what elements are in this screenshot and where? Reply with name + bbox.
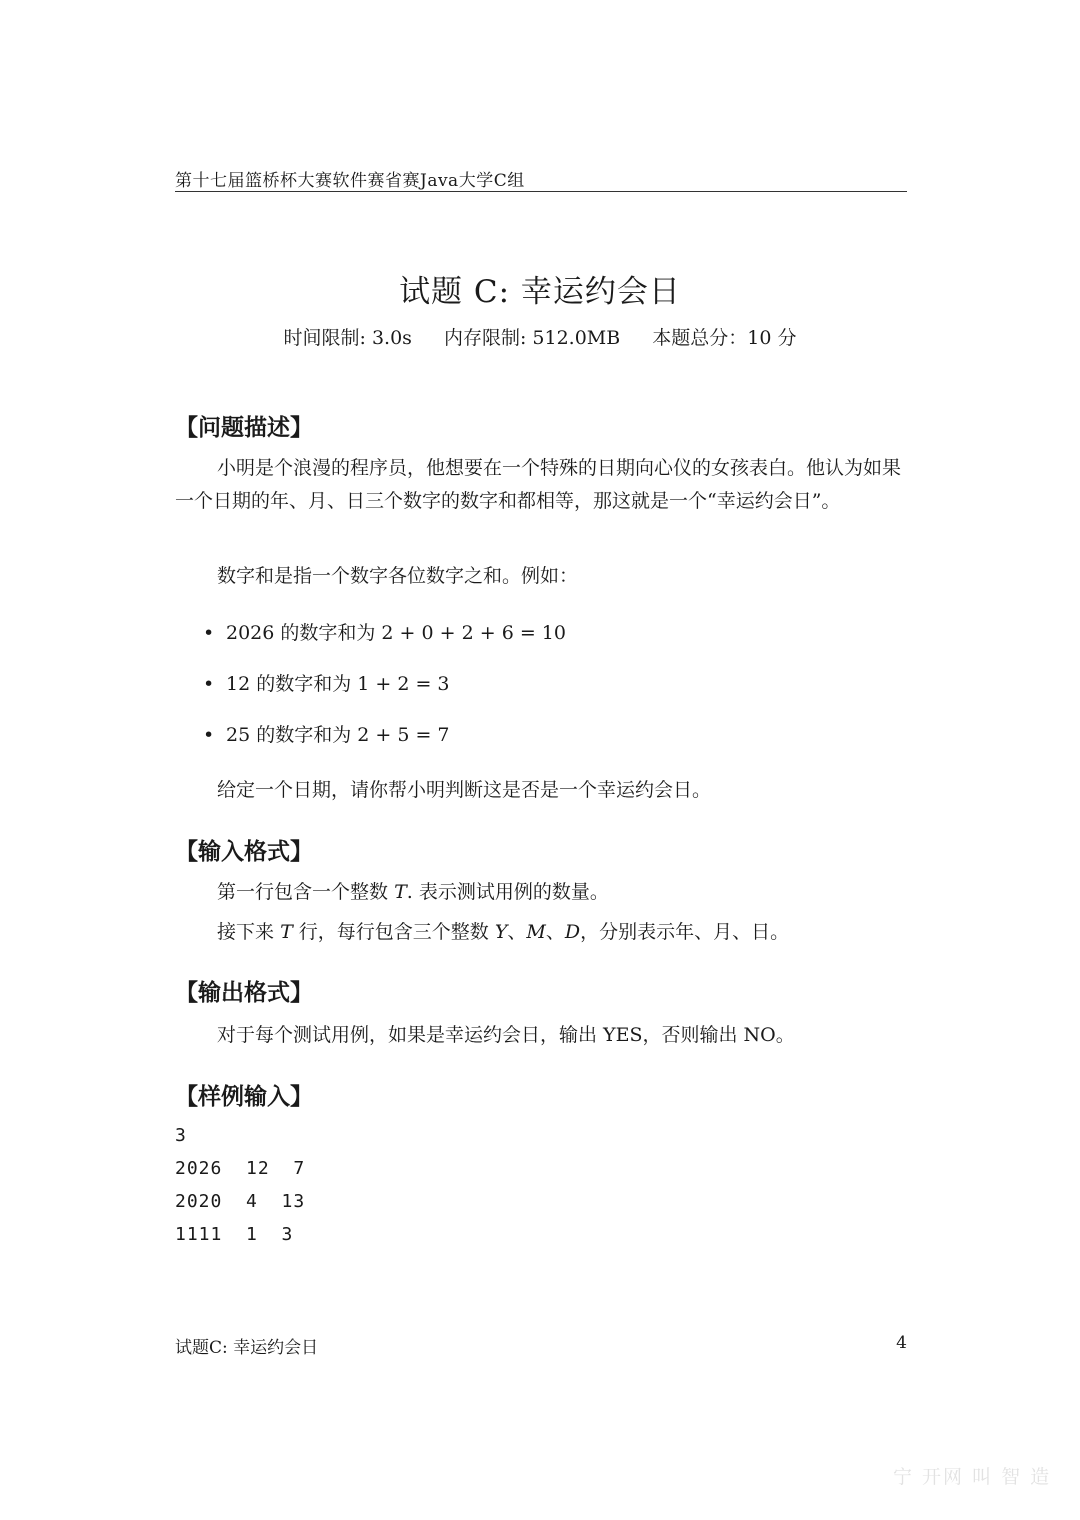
separator: 、 (545, 921, 565, 943)
header-rule (175, 191, 907, 192)
input-text: 接下来 (217, 921, 275, 943)
sample-input-heading: 【样例输入】 (175, 1084, 313, 1110)
variable-t: T (280, 921, 293, 943)
bullet-text: 12 的数字和为 1 + 2 = 3 (226, 673, 450, 695)
description-paragraph-3: 给定一个日期，请你帮小明判断这是否是一个幸运约会日。 (217, 779, 712, 801)
description-heading: 【问题描述】 (175, 415, 313, 441)
page-number: 4 (896, 1333, 907, 1353)
time-limit: 时间限制: 3.0s (283, 327, 412, 349)
total-score: 本题总分：10 分 (652, 327, 797, 349)
input-text: . 表示测试用例的数量。 (406, 881, 609, 903)
input-text: ，分别表示年、月、日。 (580, 921, 790, 943)
memory-limit: 内存限制: 512.0MB (443, 327, 621, 349)
input-format-line-2 (217, 917, 789, 944)
problem-title: 试题 C: 幸运约会日 (399, 274, 681, 310)
input-text: 行，每行包含三个整数 (298, 921, 489, 943)
problem-limits (0, 323, 1080, 350)
separator: 、 (507, 921, 527, 943)
bullet-text: 2026 的数字和为 2 + 0 + 2 + 6 = 10 (226, 622, 566, 644)
output-format-heading: 【输出格式】 (175, 980, 313, 1006)
variable-d: D (564, 921, 581, 943)
output-format-line: 对于每个测试用例，如果是幸运约会日，输出 YES，否则输出 NO。 (217, 1024, 795, 1046)
sample-input-line: 3 (175, 1125, 187, 1146)
running-header: 第十七届篮桥杯大赛软件赛省赛Java大学C组 (175, 171, 525, 191)
footer-title: 试题C: 幸运约会日 (175, 1338, 319, 1358)
sample-input-line: 2020 4 13 (175, 1191, 306, 1212)
description-paragraph-2: 数字和是指一个数字各位数字之和。例如： (217, 565, 579, 587)
sample-input-line: 2026 12 7 (175, 1158, 306, 1179)
bullet-dot: • (203, 724, 215, 746)
bullet-text: 25 的数字和为 2 + 5 = 7 (226, 724, 450, 746)
variable-t: T (394, 881, 407, 903)
bullet-dot: • (203, 673, 215, 695)
bullet-item (203, 669, 450, 696)
input-format-heading: 【输入格式】 (175, 839, 313, 865)
input-text: 第一行包含一个整数 (217, 881, 389, 903)
bullet-item (203, 720, 450, 747)
bullet-dot: • (203, 622, 215, 644)
variable-m: M (526, 921, 546, 943)
bullet-item (203, 618, 566, 645)
input-format-line-1 (217, 877, 609, 904)
variable-y: Y (494, 921, 508, 943)
description-paragraph-1: 小明是个浪漫的程序员，他想要在一个特殊的日期向心仪的女孩表白。他认为如果一个日期的年、月、日三个数字的数字和都相等，那这就是一个“幸运约会日”。 (175, 457, 902, 512)
watermark: 宁 开网 叫 智 造 (893, 1466, 1052, 1488)
sample-input-line: 1111 1 3 (175, 1224, 294, 1245)
